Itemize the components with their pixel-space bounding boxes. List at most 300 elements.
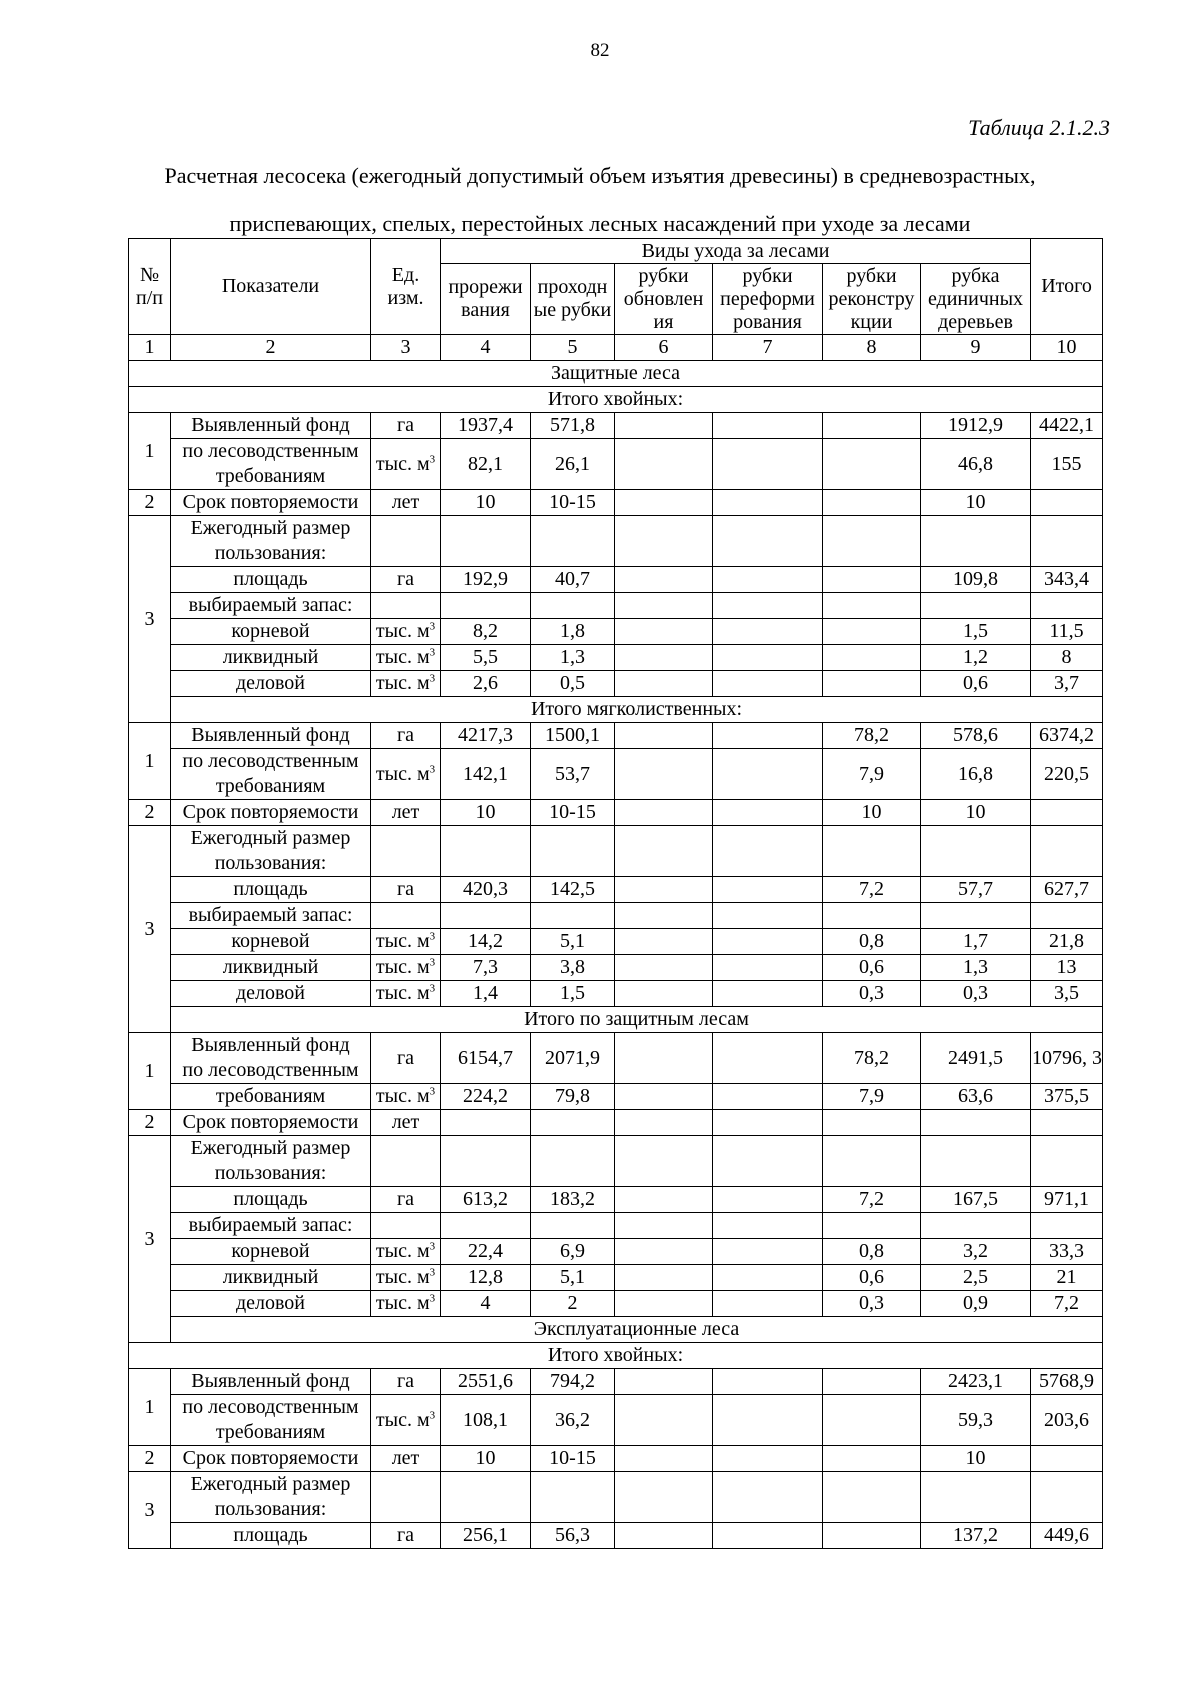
table-row bbox=[129, 490, 1103, 516]
section-row bbox=[129, 697, 1103, 723]
header-type-passage: проходн ые рубки bbox=[531, 264, 615, 335]
value-cell: 6154,7 bbox=[441, 1033, 531, 1084]
value-cell: 1,5 bbox=[921, 619, 1031, 645]
unit-cell: лет bbox=[371, 1110, 441, 1136]
header-type-single-tree: рубка единичных деревьев bbox=[921, 264, 1031, 335]
value-cell bbox=[531, 593, 615, 619]
value-cell bbox=[615, 929, 713, 955]
value-cell: 1,5 bbox=[531, 981, 615, 1007]
section-row bbox=[129, 1343, 1103, 1369]
unit-superscript: 3 bbox=[429, 762, 436, 775]
value-cell bbox=[713, 800, 823, 826]
value-cell: 1912,9 bbox=[921, 413, 1031, 439]
value-cell bbox=[615, 645, 713, 671]
value-cell: 10-15 bbox=[531, 1446, 615, 1472]
value-cell bbox=[441, 1136, 531, 1187]
value-cell bbox=[823, 439, 921, 490]
value-cell bbox=[615, 903, 713, 929]
value-cell bbox=[615, 516, 713, 567]
value-cell bbox=[615, 1239, 713, 1265]
value-cell: 4217,3 bbox=[441, 723, 531, 749]
table-row bbox=[129, 593, 1103, 619]
value-cell bbox=[823, 516, 921, 567]
value-cell bbox=[713, 1395, 823, 1446]
value-cell: 203,6 bbox=[1031, 1395, 1103, 1446]
indicator-label: площадь bbox=[171, 1523, 371, 1549]
value-cell: 3,5 bbox=[1031, 981, 1103, 1007]
value-cell bbox=[713, 593, 823, 619]
value-cell: 0,3 bbox=[921, 981, 1031, 1007]
indicator-label: ликвидный bbox=[171, 1265, 371, 1291]
table-row bbox=[129, 826, 1103, 877]
table-row bbox=[129, 749, 1103, 800]
value-cell bbox=[921, 903, 1031, 929]
row-number: 1 bbox=[129, 723, 171, 800]
value-cell bbox=[441, 1472, 531, 1523]
table-row bbox=[129, 1084, 1103, 1110]
value-cell bbox=[615, 981, 713, 1007]
table-row bbox=[129, 413, 1103, 439]
value-cell: 571,8 bbox=[531, 413, 615, 439]
value-cell: 21,8 bbox=[1031, 929, 1103, 955]
column-numbers-row bbox=[129, 335, 1103, 361]
value-cell: 2071,9 bbox=[531, 1033, 615, 1084]
value-cell: 10-15 bbox=[531, 800, 615, 826]
value-cell bbox=[713, 1136, 823, 1187]
value-cell: 26,1 bbox=[531, 439, 615, 490]
unit-text: тыс. м bbox=[375, 620, 430, 642]
value-cell bbox=[615, 955, 713, 981]
value-cell: 1937,4 bbox=[441, 413, 531, 439]
value-cell: 11,5 bbox=[1031, 619, 1103, 645]
table-row bbox=[129, 516, 1103, 567]
value-cell: 3,7 bbox=[1031, 671, 1103, 697]
value-cell: 2491,5 bbox=[921, 1033, 1031, 1084]
value-cell bbox=[615, 593, 713, 619]
value-cell bbox=[921, 516, 1031, 567]
value-cell: 59,3 bbox=[921, 1395, 1031, 1446]
indicator-label: корневой bbox=[171, 929, 371, 955]
table-row bbox=[129, 645, 1103, 671]
value-cell bbox=[1031, 1446, 1103, 1472]
value-cell bbox=[713, 1110, 823, 1136]
column-number: 1 bbox=[129, 335, 171, 361]
value-cell: 33,3 bbox=[1031, 1239, 1103, 1265]
value-cell: 10 bbox=[441, 800, 531, 826]
unit-cell: га bbox=[371, 723, 441, 749]
unit-text: тыс. м bbox=[375, 1240, 430, 1262]
table-reference: Таблица 2.1.2.3 bbox=[968, 115, 1110, 140]
value-cell: 256,1 bbox=[441, 1523, 531, 1549]
value-cell bbox=[713, 413, 823, 439]
value-cell bbox=[441, 516, 531, 567]
value-cell: 794,2 bbox=[531, 1369, 615, 1395]
unit-cell bbox=[371, 1395, 441, 1446]
value-cell bbox=[713, 1239, 823, 1265]
value-cell bbox=[823, 1136, 921, 1187]
value-cell bbox=[823, 1369, 921, 1395]
row-number: 1 bbox=[129, 1369, 171, 1446]
unit-superscript: 3 bbox=[429, 1408, 436, 1421]
value-cell: 0,8 bbox=[823, 1239, 921, 1265]
value-cell: 2423,1 bbox=[921, 1369, 1031, 1395]
value-cell: 12,8 bbox=[441, 1265, 531, 1291]
value-cell bbox=[823, 1395, 921, 1446]
indicator-label: корневой bbox=[171, 619, 371, 645]
value-cell: 7,2 bbox=[1031, 1291, 1103, 1317]
value-cell bbox=[713, 1446, 823, 1472]
value-cell: 7,2 bbox=[823, 1187, 921, 1213]
unit-cell bbox=[371, 981, 441, 1007]
value-cell: 142,1 bbox=[441, 749, 531, 800]
value-cell: 0,3 bbox=[823, 1291, 921, 1317]
indicator-label: Ежегодный размер пользования: bbox=[171, 1472, 371, 1523]
value-cell bbox=[713, 749, 823, 800]
value-cell bbox=[823, 413, 921, 439]
value-cell bbox=[615, 1110, 713, 1136]
value-cell bbox=[713, 1291, 823, 1317]
value-cell bbox=[713, 671, 823, 697]
indicator-label: деловой bbox=[171, 981, 371, 1007]
value-cell: 4 bbox=[441, 1291, 531, 1317]
section-row bbox=[129, 1007, 1103, 1033]
value-cell: 6374,2 bbox=[1031, 723, 1103, 749]
value-cell bbox=[921, 1213, 1031, 1239]
unit-cell: лет bbox=[371, 800, 441, 826]
unit-superscript: 3 bbox=[429, 620, 436, 633]
column-number: 2 bbox=[171, 335, 371, 361]
value-cell bbox=[615, 619, 713, 645]
value-cell bbox=[823, 1472, 921, 1523]
column-number: 9 bbox=[921, 335, 1031, 361]
value-cell: 1,7 bbox=[921, 929, 1031, 955]
column-number: 10 bbox=[1031, 335, 1103, 361]
row-number: 2 bbox=[129, 490, 171, 516]
value-cell: 2 bbox=[531, 1291, 615, 1317]
value-cell: 7,9 bbox=[823, 1084, 921, 1110]
column-number: 5 bbox=[531, 335, 615, 361]
value-cell bbox=[713, 903, 823, 929]
indicator-label: Срок повторяемости bbox=[171, 1110, 371, 1136]
table-row bbox=[129, 1213, 1103, 1239]
indicator-label: Ежегодный размер пользования: bbox=[171, 1136, 371, 1187]
allowable-cut-table bbox=[128, 238, 1103, 1549]
table-row bbox=[129, 1033, 1103, 1084]
value-cell bbox=[713, 1265, 823, 1291]
value-cell bbox=[823, 619, 921, 645]
unit-superscript: 3 bbox=[429, 930, 436, 943]
value-cell: 36,2 bbox=[531, 1395, 615, 1446]
value-cell bbox=[441, 593, 531, 619]
value-cell bbox=[531, 903, 615, 929]
indicator-label: площадь bbox=[171, 567, 371, 593]
section-title: Эксплуатационные леса bbox=[171, 1317, 1103, 1343]
value-cell bbox=[713, 1033, 823, 1084]
value-cell bbox=[615, 749, 713, 800]
value-cell bbox=[531, 826, 615, 877]
unit-superscript: 3 bbox=[429, 1292, 436, 1305]
indicator-label: Ежегодный размер пользования: bbox=[171, 516, 371, 567]
value-cell bbox=[713, 1213, 823, 1239]
value-cell: 40,7 bbox=[531, 567, 615, 593]
value-cell: 137,2 bbox=[921, 1523, 1031, 1549]
value-cell: 5768,9 bbox=[1031, 1369, 1103, 1395]
unit-superscript: 3 bbox=[429, 1085, 436, 1098]
value-cell: 5,1 bbox=[531, 1265, 615, 1291]
value-cell bbox=[531, 1472, 615, 1523]
value-cell: 10796, 3 bbox=[1031, 1033, 1103, 1084]
value-cell bbox=[1031, 516, 1103, 567]
value-cell: 1,3 bbox=[921, 955, 1031, 981]
indicator-label: выбираемый запас: bbox=[171, 593, 371, 619]
header-type-thinning: прорежи вания bbox=[441, 264, 531, 335]
value-cell bbox=[615, 1136, 713, 1187]
table-row bbox=[129, 1291, 1103, 1317]
value-cell bbox=[713, 1523, 823, 1549]
unit-cell bbox=[371, 929, 441, 955]
value-cell: 0,3 bbox=[823, 981, 921, 1007]
value-cell: 1,2 bbox=[921, 645, 1031, 671]
unit-cell: га bbox=[371, 1523, 441, 1549]
value-cell: 7,2 bbox=[823, 877, 921, 903]
value-cell bbox=[713, 1084, 823, 1110]
value-cell: 109,8 bbox=[921, 567, 1031, 593]
caption-line-2: приспевающих, спелых, перестойных лесных насаждений при уходе за лесами bbox=[229, 211, 971, 236]
value-cell bbox=[1031, 593, 1103, 619]
value-cell: 56,3 bbox=[531, 1523, 615, 1549]
unit-cell: га bbox=[371, 1033, 441, 1084]
value-cell: 5,5 bbox=[441, 645, 531, 671]
value-cell: 79,8 bbox=[531, 1084, 615, 1110]
table-row bbox=[129, 567, 1103, 593]
unit-cell bbox=[371, 826, 441, 877]
table-row bbox=[129, 800, 1103, 826]
value-cell: 8 bbox=[1031, 645, 1103, 671]
value-cell bbox=[615, 800, 713, 826]
value-cell: 1,3 bbox=[531, 645, 615, 671]
unit-cell bbox=[371, 1265, 441, 1291]
table-row bbox=[129, 903, 1103, 929]
indicator-label: деловой bbox=[171, 671, 371, 697]
table-row bbox=[129, 955, 1103, 981]
page-number: 82 bbox=[590, 40, 610, 61]
value-cell bbox=[921, 593, 1031, 619]
value-cell: 0,6 bbox=[823, 1265, 921, 1291]
value-cell bbox=[615, 490, 713, 516]
value-cell bbox=[615, 1187, 713, 1213]
value-cell bbox=[823, 1110, 921, 1136]
fund-label-line: по лесоводственным bbox=[182, 1059, 359, 1081]
value-cell bbox=[615, 1395, 713, 1446]
table-row bbox=[129, 1472, 1103, 1523]
row-number: 3 bbox=[129, 1136, 171, 1343]
table-row bbox=[129, 1136, 1103, 1187]
value-cell: 7,3 bbox=[441, 955, 531, 981]
value-cell: 4422,1 bbox=[1031, 413, 1103, 439]
value-cell: 343,4 bbox=[1031, 567, 1103, 593]
indicator-label: ликвидный bbox=[171, 645, 371, 671]
table-row bbox=[129, 1110, 1103, 1136]
value-cell bbox=[441, 1110, 531, 1136]
value-cell bbox=[713, 567, 823, 593]
value-cell bbox=[615, 1446, 713, 1472]
value-cell: 420,3 bbox=[441, 877, 531, 903]
unit-cell: га bbox=[371, 1369, 441, 1395]
unit-text: тыс. м bbox=[375, 452, 430, 475]
unit-cell: га bbox=[371, 567, 441, 593]
table-row bbox=[129, 1187, 1103, 1213]
caption-line-1: Расчетная лесосека (ежегодный допустимый объем изъятия древесины) в средневозрастных, bbox=[164, 163, 1036, 188]
value-cell bbox=[531, 1136, 615, 1187]
unit-text: тыс. м bbox=[375, 1266, 430, 1288]
header-care-types: Виды ухода за лесами bbox=[441, 239, 1031, 264]
value-cell bbox=[615, 1369, 713, 1395]
value-cell: 82,1 bbox=[441, 439, 531, 490]
value-cell: 0,6 bbox=[823, 955, 921, 981]
value-cell: 2551,6 bbox=[441, 1369, 531, 1395]
unit-cell bbox=[371, 749, 441, 800]
indicator-label: Ежегодный размер пользования: bbox=[171, 826, 371, 877]
value-cell bbox=[531, 1213, 615, 1239]
value-cell bbox=[615, 826, 713, 877]
unit-cell bbox=[371, 1291, 441, 1317]
indicator-label: требованиям bbox=[171, 1084, 371, 1110]
value-cell: 5,1 bbox=[531, 929, 615, 955]
indicator-label: площадь bbox=[171, 1187, 371, 1213]
value-cell bbox=[531, 516, 615, 567]
value-cell bbox=[713, 955, 823, 981]
table-row bbox=[129, 929, 1103, 955]
indicator-label bbox=[171, 1033, 371, 1084]
value-cell: 0,8 bbox=[823, 929, 921, 955]
value-cell bbox=[823, 1523, 921, 1549]
header-indicators: Показатели bbox=[171, 239, 371, 335]
unit-text: тыс. м bbox=[375, 1085, 430, 1107]
column-number: 8 bbox=[823, 335, 921, 361]
value-cell: 16,8 bbox=[921, 749, 1031, 800]
value-cell bbox=[615, 1084, 713, 1110]
value-cell bbox=[615, 413, 713, 439]
value-cell: 10 bbox=[921, 1446, 1031, 1472]
value-cell: 10 bbox=[921, 800, 1031, 826]
value-cell bbox=[921, 1136, 1031, 1187]
value-cell bbox=[713, 516, 823, 567]
value-cell bbox=[823, 1213, 921, 1239]
value-cell bbox=[615, 1472, 713, 1523]
unit-text: тыс. м bbox=[375, 646, 430, 668]
value-cell bbox=[713, 929, 823, 955]
unit-cell: лет bbox=[371, 1446, 441, 1472]
value-cell: 8,2 bbox=[441, 619, 531, 645]
section-title: Итого по защитным лесам bbox=[171, 1007, 1103, 1033]
header-total: Итого bbox=[1031, 239, 1103, 335]
value-cell: 10 bbox=[441, 1446, 531, 1472]
value-cell bbox=[823, 490, 921, 516]
value-cell bbox=[713, 981, 823, 1007]
unit-cell bbox=[371, 671, 441, 697]
header-type-reconstruction: рубки реконстру кции bbox=[823, 264, 921, 335]
value-cell bbox=[823, 1446, 921, 1472]
unit-cell bbox=[371, 1239, 441, 1265]
value-cell: 220,5 bbox=[1031, 749, 1103, 800]
value-cell: 21 bbox=[1031, 1265, 1103, 1291]
value-cell bbox=[921, 826, 1031, 877]
value-cell bbox=[1031, 903, 1103, 929]
value-cell: 155 bbox=[1031, 439, 1103, 490]
value-cell bbox=[713, 490, 823, 516]
unit-cell: га bbox=[371, 1187, 441, 1213]
table-row bbox=[129, 671, 1103, 697]
unit-superscript: 3 bbox=[429, 982, 436, 995]
header-type-reformation: рубки переформи рования bbox=[713, 264, 823, 335]
unit-cell bbox=[371, 645, 441, 671]
column-number: 7 bbox=[713, 335, 823, 361]
value-cell bbox=[713, 723, 823, 749]
header-type-renewal: рубки обновлен ия bbox=[615, 264, 713, 335]
unit-superscript: 3 bbox=[429, 1266, 436, 1279]
value-cell: 1,8 bbox=[531, 619, 615, 645]
section-title: Защитные леса bbox=[129, 361, 1103, 387]
value-cell: 142,5 bbox=[531, 877, 615, 903]
value-cell: 0,9 bbox=[921, 1291, 1031, 1317]
unit-superscript: 3 bbox=[429, 956, 436, 969]
value-cell: 613,2 bbox=[441, 1187, 531, 1213]
indicator-label: по лесоводственным требованиям bbox=[171, 1395, 371, 1446]
value-cell: 10 bbox=[823, 800, 921, 826]
row-number: 2 bbox=[129, 1110, 171, 1136]
unit-cell: лет bbox=[371, 490, 441, 516]
value-cell bbox=[615, 1033, 713, 1084]
table-row bbox=[129, 439, 1103, 490]
value-cell: 57,7 bbox=[921, 877, 1031, 903]
value-cell bbox=[1031, 1136, 1103, 1187]
table-row bbox=[129, 1523, 1103, 1549]
value-cell bbox=[823, 903, 921, 929]
value-cell: 10 bbox=[921, 490, 1031, 516]
row-number: 2 bbox=[129, 800, 171, 826]
indicator-label: Выявленный фонд bbox=[171, 723, 371, 749]
indicator-label: деловой bbox=[171, 1291, 371, 1317]
value-cell: 63,6 bbox=[921, 1084, 1031, 1110]
indicator-label: Выявленный фонд bbox=[171, 413, 371, 439]
value-cell bbox=[713, 619, 823, 645]
value-cell bbox=[921, 1110, 1031, 1136]
column-number: 6 bbox=[615, 335, 713, 361]
value-cell: 578,6 bbox=[921, 723, 1031, 749]
value-cell bbox=[615, 439, 713, 490]
unit-cell bbox=[371, 593, 441, 619]
value-cell: 10-15 bbox=[531, 490, 615, 516]
value-cell bbox=[531, 1110, 615, 1136]
indicator-label: ликвидный bbox=[171, 955, 371, 981]
header-row bbox=[129, 239, 1103, 264]
value-cell bbox=[615, 671, 713, 697]
value-cell: 0,6 bbox=[921, 671, 1031, 697]
row-number: 1 bbox=[129, 1033, 171, 1110]
table-row bbox=[129, 981, 1103, 1007]
unit-text: тыс. м bbox=[375, 982, 430, 1004]
unit-cell bbox=[371, 1213, 441, 1239]
unit-text: тыс. м bbox=[375, 762, 430, 785]
value-cell bbox=[615, 723, 713, 749]
value-cell: 3,2 bbox=[921, 1239, 1031, 1265]
table-row bbox=[129, 1239, 1103, 1265]
section-row bbox=[129, 387, 1103, 413]
value-cell bbox=[615, 1523, 713, 1549]
unit-cell bbox=[371, 439, 441, 490]
unit-text: тыс. м bbox=[375, 1292, 430, 1314]
value-cell: 192,9 bbox=[441, 567, 531, 593]
